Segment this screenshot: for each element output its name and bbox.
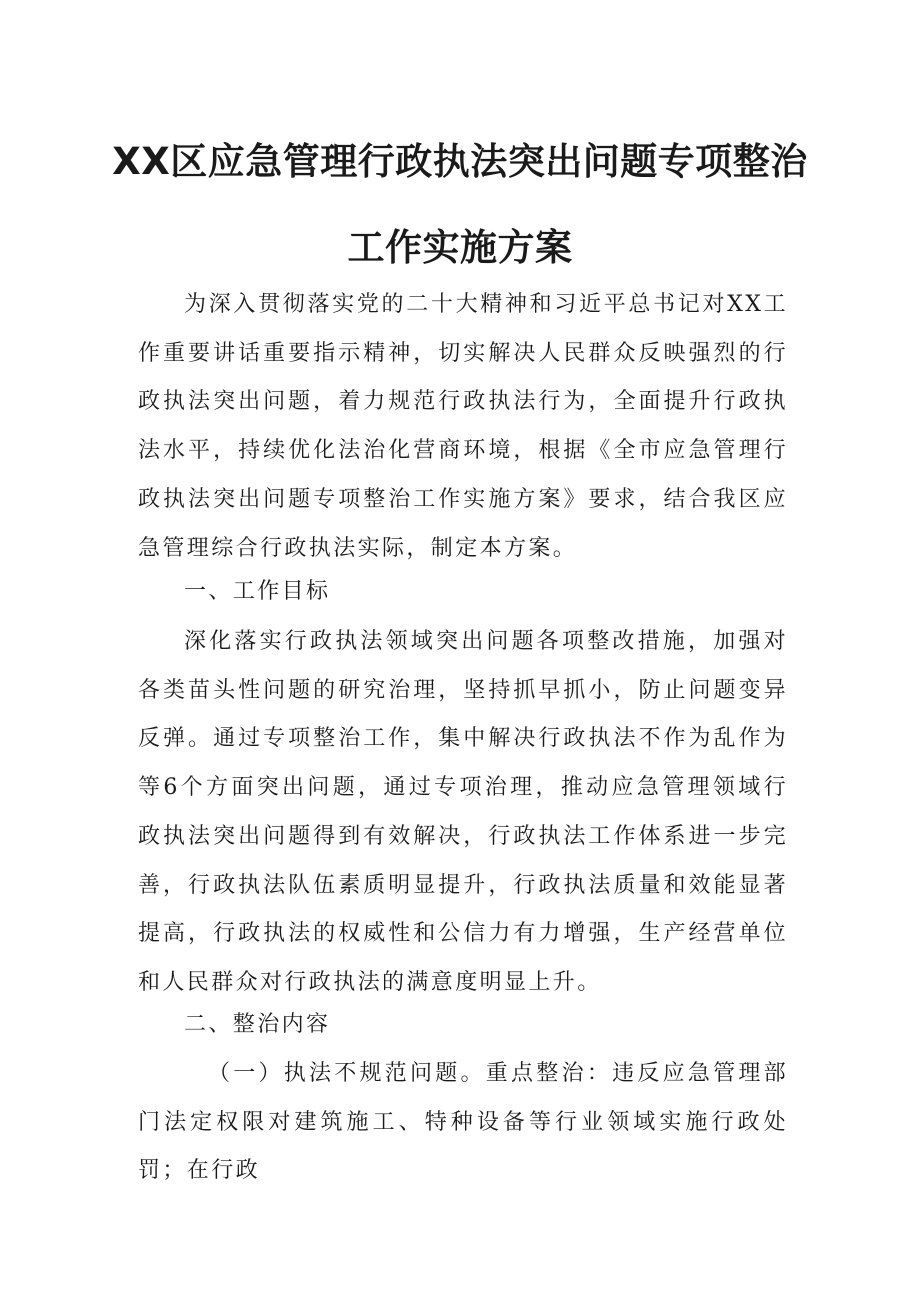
content-item-1-paragraph: （一）执法不规范问题。重点整治：违反应急管理部门法定权限对建筑施工、特种设备等行业领域实施行政处罚；在行政 bbox=[138, 1061, 788, 1184]
document-title-line-2: 工作实施方案 bbox=[347, 226, 573, 269]
section-heading-goals: 一、工作目标 bbox=[184, 579, 331, 604]
document-title-line-1: XX区应急管理行政执法突出问题专项整治 bbox=[112, 140, 808, 183]
goals-paragraph: 深化落实行政执法领域突出问题各项整改措施，加强对各类苗头性问题的研究治理，坚持抓早抓小，防止问题变异反弹。通过专项整治工作，集中解决行政执法不作为乱作为等6个方面突出问题，通过专项治理，推动应急管理领域行政执法突出问题得到有效解决，行政执法工作体系进一步完善，行政执法队伍素质明显提升，行政执法质量和效能显著提高，行政执法的权威性和公信力有力增强，生产经营单位和人民群众对行政执法的满意度明显上升。 bbox=[138, 629, 788, 995]
section-heading-content: 二、整治内容 bbox=[184, 1012, 331, 1037]
intro-paragraph: 为深入贯彻落实党的二十大精神和习近平总书记对XX工作重要讲话重要指示精神，切实解决人民群众反映强烈的行政执法突出问题，着力规范行政执法行为，全面提升行政执法水平，持续优化法治化营商环境，根据《全市应急管理行政执法突出问题专项整治工作实施方案》要求，结合我区应急管理综合行政执法实际，制定本方案。 bbox=[138, 292, 788, 561]
